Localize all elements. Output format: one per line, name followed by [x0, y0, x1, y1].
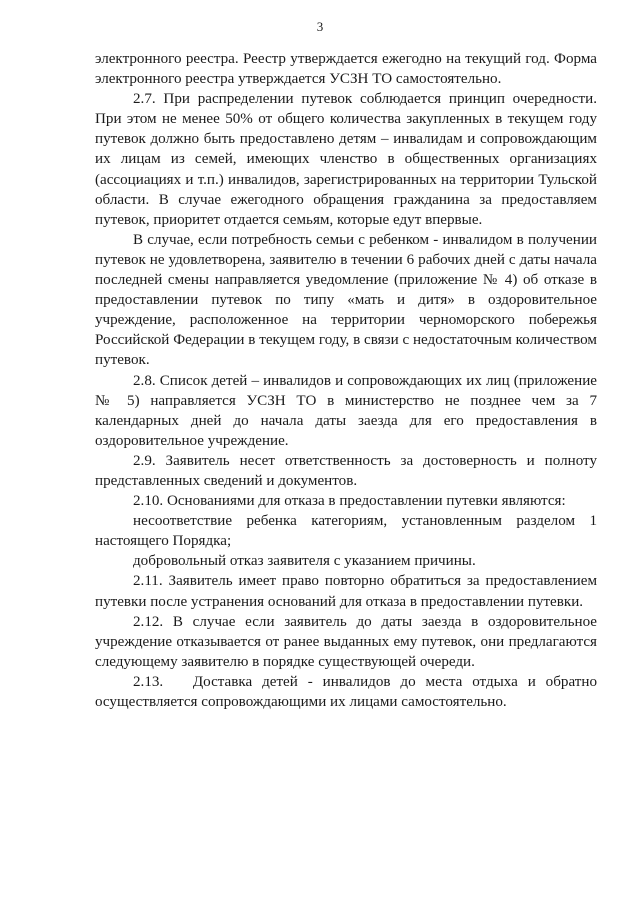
page-number: 3 [316, 19, 324, 34]
refusal-reason-voluntary: добровольный отказ заявителя с указанием причины. [133, 553, 476, 570]
document-body [95, 49, 601, 712]
paragraph-2-11: 2.11. Заявитель имеет право повторно обратиться за предоставлением путевки после устранения оснований для отказа в предоставлении путевки. [95, 573, 597, 610]
paragraph-registry-continuation: электронного реестра. Реестр утверждается ежегодно на текущий год. Форма электронного реестра утверждается УСЗН ТО самостоятельно. [95, 51, 597, 88]
refusal-reason-mismatch: несоответствие ребенка категориям, установленным разделом 1 настоящего Порядка; [95, 513, 597, 550]
paragraph-2-12: 2.12. В случае если заявитель до даты заезда в оздоровительное учреждение отказывается от ранее выданных ему путевок, они предлагаются следующему заявителю в порядке существующей очереди. [95, 613, 597, 670]
paragraph-2-10: 2.10. Основаниями для отказа в предоставлении путевки являются: [133, 493, 566, 510]
paragraph-2-7: 2.7. При распределении путевок соблюдается принцип очередности. При этом не менее 50% от общего количества закупленных в текущем году путевок должно быть предоставлено детям – инвалидам и сопровождающим их лицам из семей, имеющих членство в общественных организациях (ассоциациях и т.п.) инвалидов, зарегистрированных на территории Тульской области. В случае ежегодного обращения гражданина за предоставляем путевок, приоритет отдается семьям, которые едут впервые. [95, 91, 597, 228]
paragraph-2-8: 2.8. Список детей – инвалидов и сопровождающих их лиц (приложение № 5) направляется УСЗН ТО в министерство не позднее чем за 7 календарных дней до начала даты заезда для его предоставления в оздоровительное учреждение. [95, 372, 597, 449]
paragraph-2-13: 2.13. Доставка детей - инвалидов до места отдыха и обратно осуществляется сопровождающими их лицами самостоятельно. [95, 673, 601, 710]
paragraph-2-7-refusal-notice: В случае, если потребность семьи с ребенком - инвалидом в получении путевок не удовлетворена, заявителю в течении 6 рабочих дней с даты начала последней смены направляется уведомление (приложение № 4) об отказе в предоставлении путевок по типу «мать и дитя» в оздоровительное учреждение, расположенное на территории черноморского побережья Российской Федерации в текущем году, в связи с недостаточным количеством путевок. [95, 231, 597, 369]
paragraph-2-9: 2.9. Заявитель несет ответственность за достоверность и полноту представленных сведений и документов. [95, 452, 597, 489]
